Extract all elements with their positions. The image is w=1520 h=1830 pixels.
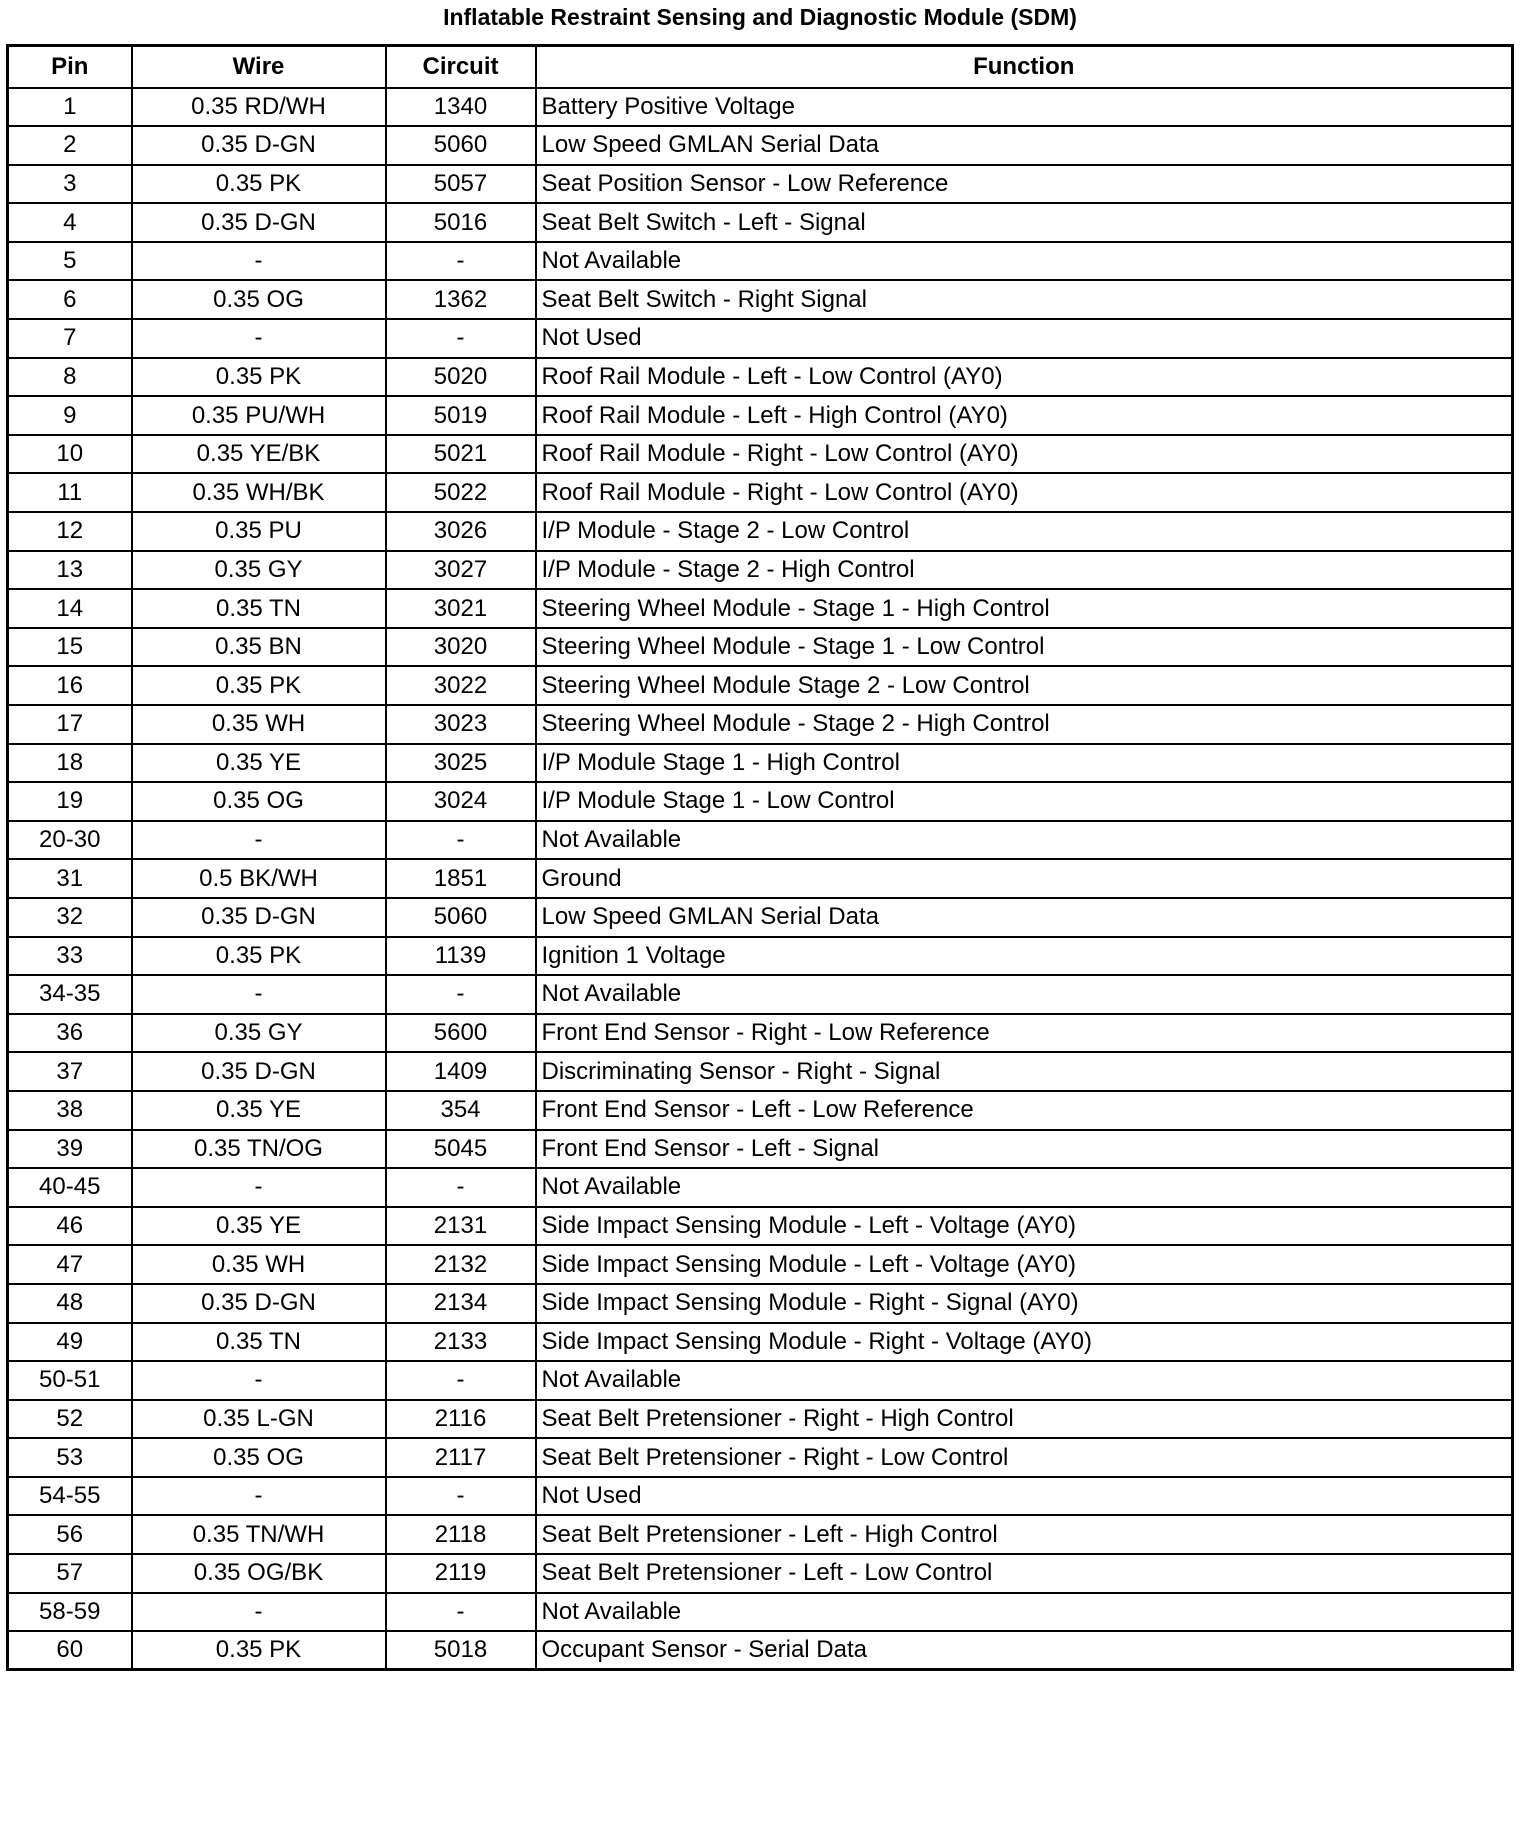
- table-row: [8, 165, 1513, 204]
- function-cell: Not Used: [536, 319, 1513, 358]
- wire-cell: 0.35 YE: [132, 744, 386, 783]
- circuit-cell: 2131: [386, 1207, 536, 1246]
- table-row: [8, 1477, 1513, 1516]
- pin-cell: 16: [8, 666, 132, 705]
- pin-cell: 8: [8, 358, 132, 397]
- table-row: [8, 1554, 1513, 1593]
- circuit-cell: 1851: [386, 859, 536, 898]
- pin-cell: 1: [8, 88, 132, 127]
- pin-cell: 12: [8, 512, 132, 551]
- pin-cell: 2: [8, 126, 132, 165]
- wire-cell: -: [132, 1593, 386, 1632]
- table-row: [8, 1245, 1513, 1284]
- pin-cell: 31: [8, 859, 132, 898]
- circuit-cell: 2133: [386, 1323, 536, 1362]
- table-row: [8, 358, 1513, 397]
- pin-cell: 48: [8, 1284, 132, 1323]
- wire-cell: 0.35 PK: [132, 937, 386, 976]
- pinout-table: [6, 44, 1514, 1671]
- wire-cell: 0.35 PK: [132, 1631, 386, 1670]
- pin-cell: 13: [8, 551, 132, 590]
- pin-cell: 5: [8, 242, 132, 281]
- circuit-cell: 2118: [386, 1515, 536, 1554]
- circuit-cell: 1362: [386, 280, 536, 319]
- header-row: [8, 46, 1513, 88]
- circuit-cell: 5060: [386, 898, 536, 937]
- circuit-cell: 5021: [386, 435, 536, 474]
- function-cell: Ground: [536, 859, 1513, 898]
- circuit-cell: 3022: [386, 666, 536, 705]
- table-row: [8, 551, 1513, 590]
- circuit-cell: 3020: [386, 628, 536, 667]
- function-cell: Not Available: [536, 1361, 1513, 1400]
- function-cell: Seat Belt Pretensioner - Left - High Control: [536, 1515, 1513, 1554]
- function-cell: Low Speed GMLAN Serial Data: [536, 898, 1513, 937]
- circuit-cell: 1139: [386, 937, 536, 976]
- pin-cell: 7: [8, 319, 132, 358]
- function-cell: Side Impact Sensing Module - Left - Voltage (AY0): [536, 1207, 1513, 1246]
- circuit-cell: 2116: [386, 1400, 536, 1439]
- pin-cell: 56: [8, 1515, 132, 1554]
- wire-cell: -: [132, 821, 386, 860]
- table-row: [8, 937, 1513, 976]
- circuit-cell: 354: [386, 1091, 536, 1130]
- pin-cell: 38: [8, 1091, 132, 1130]
- table-row: [8, 242, 1513, 281]
- table-row: [8, 319, 1513, 358]
- table-row: [8, 203, 1513, 242]
- circuit-cell: 2117: [386, 1438, 536, 1477]
- table-row: [8, 280, 1513, 319]
- function-cell: Steering Wheel Module - Stage 1 - Low Control: [536, 628, 1513, 667]
- pin-cell: 49: [8, 1323, 132, 1362]
- pin-cell: 9: [8, 396, 132, 435]
- circuit-cell: 5600: [386, 1014, 536, 1053]
- function-cell: Occupant Sensor - Serial Data: [536, 1631, 1513, 1670]
- table-row: [8, 1438, 1513, 1477]
- circuit-cell: 5045: [386, 1130, 536, 1169]
- function-cell: Roof Rail Module - Left - High Control (AY0): [536, 396, 1513, 435]
- function-cell: Side Impact Sensing Module - Right - Voltage (AY0): [536, 1323, 1513, 1362]
- pin-cell: 11: [8, 473, 132, 512]
- pin-cell: 3: [8, 165, 132, 204]
- pin-cell: 36: [8, 1014, 132, 1053]
- circuit-cell: 3024: [386, 782, 536, 821]
- wire-cell: -: [132, 1361, 386, 1400]
- wire-cell: -: [132, 1168, 386, 1207]
- wire-cell: 0.35 GY: [132, 1014, 386, 1053]
- wire-cell: 0.35 YE: [132, 1207, 386, 1246]
- header-function: Function: [536, 46, 1513, 88]
- circuit-cell: -: [386, 1361, 536, 1400]
- function-cell: Discriminating Sensor - Right - Signal: [536, 1052, 1513, 1091]
- table-body: [8, 88, 1513, 1670]
- circuit-cell: -: [386, 1593, 536, 1632]
- table-row: [8, 1515, 1513, 1554]
- table-row: [8, 1323, 1513, 1362]
- circuit-cell: 5057: [386, 165, 536, 204]
- pin-cell: 40-45: [8, 1168, 132, 1207]
- function-cell: Steering Wheel Module - Stage 2 - High Control: [536, 705, 1513, 744]
- wire-cell: 0.35 WH/BK: [132, 473, 386, 512]
- wire-cell: 0.35 PK: [132, 165, 386, 204]
- table-row: [8, 628, 1513, 667]
- wire-cell: 0.35 TN/OG: [132, 1130, 386, 1169]
- function-cell: Not Available: [536, 821, 1513, 860]
- table-row: [8, 1052, 1513, 1091]
- circuit-cell: 1340: [386, 88, 536, 127]
- header-circuit: Circuit: [386, 46, 536, 88]
- circuit-cell: 3027: [386, 551, 536, 590]
- wire-cell: 0.35 TN: [132, 1323, 386, 1362]
- wire-cell: 0.35 BN: [132, 628, 386, 667]
- wire-cell: 0.35 WH: [132, 1245, 386, 1284]
- function-cell: I/P Module Stage 1 - Low Control: [536, 782, 1513, 821]
- table-row: [8, 1400, 1513, 1439]
- pin-cell: 10: [8, 435, 132, 474]
- wire-cell: 0.35 TN/WH: [132, 1515, 386, 1554]
- function-cell: Side Impact Sensing Module - Left - Voltage (AY0): [536, 1245, 1513, 1284]
- circuit-cell: 3025: [386, 744, 536, 783]
- pin-cell: 4: [8, 203, 132, 242]
- header-pin: Pin: [8, 46, 132, 88]
- function-cell: I/P Module Stage 1 - High Control: [536, 744, 1513, 783]
- table-row: [8, 744, 1513, 783]
- table-row: [8, 975, 1513, 1014]
- table-row: [8, 435, 1513, 474]
- wire-cell: 0.35 PK: [132, 666, 386, 705]
- function-cell: I/P Module - Stage 2 - High Control: [536, 551, 1513, 590]
- function-cell: Seat Belt Pretensioner - Right - Low Control: [536, 1438, 1513, 1477]
- pin-cell: 18: [8, 744, 132, 783]
- table-row: [8, 705, 1513, 744]
- wire-cell: 0.35 L-GN: [132, 1400, 386, 1439]
- pin-cell: 52: [8, 1400, 132, 1439]
- wire-cell: 0.35 RD/WH: [132, 88, 386, 127]
- table-row: [8, 898, 1513, 937]
- pin-cell: 57: [8, 1554, 132, 1593]
- table-row: [8, 589, 1513, 628]
- circuit-cell: 5022: [386, 473, 536, 512]
- circuit-cell: -: [386, 319, 536, 358]
- wire-cell: 0.35 D-GN: [132, 1284, 386, 1323]
- table-row: [8, 126, 1513, 165]
- function-cell: Seat Position Sensor - Low Reference: [536, 165, 1513, 204]
- pin-cell: 54-55: [8, 1477, 132, 1516]
- circuit-cell: 3021: [386, 589, 536, 628]
- wire-cell: 0.35 PU/WH: [132, 396, 386, 435]
- wire-cell: 0.35 D-GN: [132, 898, 386, 937]
- function-cell: Roof Rail Module - Left - Low Control (AY0): [536, 358, 1513, 397]
- pin-cell: 37: [8, 1052, 132, 1091]
- circuit-cell: 5018: [386, 1631, 536, 1670]
- table-row: [8, 1168, 1513, 1207]
- circuit-cell: -: [386, 1477, 536, 1516]
- circuit-cell: -: [386, 821, 536, 860]
- circuit-cell: 5016: [386, 203, 536, 242]
- table-row: [8, 1207, 1513, 1246]
- circuit-cell: 5020: [386, 358, 536, 397]
- pin-cell: 58-59: [8, 1593, 132, 1632]
- circuit-cell: 3026: [386, 512, 536, 551]
- function-cell: Roof Rail Module - Right - Low Control (AY0): [536, 473, 1513, 512]
- pin-cell: 47: [8, 1245, 132, 1284]
- circuit-cell: 2134: [386, 1284, 536, 1323]
- pin-cell: 20-30: [8, 821, 132, 860]
- function-cell: Seat Belt Pretensioner - Left - Low Control: [536, 1554, 1513, 1593]
- table-row: [8, 1631, 1513, 1670]
- circuit-cell: -: [386, 975, 536, 1014]
- table-row: [8, 1361, 1513, 1400]
- pin-cell: 6: [8, 280, 132, 319]
- pin-cell: 33: [8, 937, 132, 976]
- function-cell: Seat Belt Pretensioner - Right - High Control: [536, 1400, 1513, 1439]
- wire-cell: 0.35 OG: [132, 782, 386, 821]
- wire-cell: 0.35 D-GN: [132, 126, 386, 165]
- function-cell: Not Available: [536, 1593, 1513, 1632]
- table-row: [8, 88, 1513, 127]
- table-row: [8, 782, 1513, 821]
- table-row: [8, 666, 1513, 705]
- function-cell: Side Impact Sensing Module - Right - Signal (AY0): [536, 1284, 1513, 1323]
- function-cell: Front End Sensor - Left - Low Reference: [536, 1091, 1513, 1130]
- function-cell: Steering Wheel Module - Stage 1 - High Control: [536, 589, 1513, 628]
- wire-cell: 0.35 D-GN: [132, 1052, 386, 1091]
- wire-cell: -: [132, 319, 386, 358]
- circuit-cell: 2132: [386, 1245, 536, 1284]
- table-row: [8, 1014, 1513, 1053]
- pin-cell: 32: [8, 898, 132, 937]
- circuit-cell: 5060: [386, 126, 536, 165]
- circuit-cell: -: [386, 1168, 536, 1207]
- function-cell: Not Available: [536, 975, 1513, 1014]
- pin-cell: 19: [8, 782, 132, 821]
- wire-cell: 0.35 OG/BK: [132, 1554, 386, 1593]
- function-cell: Not Available: [536, 1168, 1513, 1207]
- pin-cell: 50-51: [8, 1361, 132, 1400]
- function-cell: I/P Module - Stage 2 - Low Control: [536, 512, 1513, 551]
- function-cell: Roof Rail Module - Right - Low Control (AY0): [536, 435, 1513, 474]
- function-cell: Seat Belt Switch - Left - Signal: [536, 203, 1513, 242]
- function-cell: Seat Belt Switch - Right Signal: [536, 280, 1513, 319]
- function-cell: Steering Wheel Module Stage 2 - Low Control: [536, 666, 1513, 705]
- wire-cell: 0.35 GY: [132, 551, 386, 590]
- function-cell: Battery Positive Voltage: [536, 88, 1513, 127]
- circuit-cell: 5019: [386, 396, 536, 435]
- table-row: [8, 473, 1513, 512]
- wire-cell: 0.5 BK/WH: [132, 859, 386, 898]
- function-cell: Not Available: [536, 242, 1513, 281]
- circuit-cell: 2119: [386, 1554, 536, 1593]
- table-row: [8, 512, 1513, 551]
- pin-cell: 15: [8, 628, 132, 667]
- table-row: [8, 396, 1513, 435]
- function-cell: Not Used: [536, 1477, 1513, 1516]
- pin-cell: 39: [8, 1130, 132, 1169]
- wire-cell: 0.35 YE: [132, 1091, 386, 1130]
- pin-cell: 17: [8, 705, 132, 744]
- table-row: [8, 821, 1513, 860]
- table-row: [8, 1130, 1513, 1169]
- wire-cell: 0.35 PK: [132, 358, 386, 397]
- wire-cell: 0.35 YE/BK: [132, 435, 386, 474]
- pin-cell: 60: [8, 1631, 132, 1670]
- wire-cell: 0.35 OG: [132, 280, 386, 319]
- wire-cell: 0.35 D-GN: [132, 203, 386, 242]
- circuit-cell: -: [386, 242, 536, 281]
- pin-cell: 46: [8, 1207, 132, 1246]
- table-row: [8, 1091, 1513, 1130]
- table-row: [8, 1593, 1513, 1632]
- table-row: [8, 859, 1513, 898]
- table-row: [8, 1284, 1513, 1323]
- wire-cell: 0.35 PU: [132, 512, 386, 551]
- document-title: Inflatable Restraint Sensing and Diagnostic Module (SDM): [443, 4, 1077, 30]
- pin-cell: 14: [8, 589, 132, 628]
- wire-cell: 0.35 WH: [132, 705, 386, 744]
- pin-cell: 53: [8, 1438, 132, 1477]
- wire-cell: -: [132, 1477, 386, 1516]
- wire-cell: 0.35 OG: [132, 1438, 386, 1477]
- wire-cell: 0.35 TN: [132, 589, 386, 628]
- wire-cell: -: [132, 242, 386, 281]
- function-cell: Front End Sensor - Left - Signal: [536, 1130, 1513, 1169]
- wire-cell: -: [132, 975, 386, 1014]
- circuit-cell: 3023: [386, 705, 536, 744]
- header-wire: Wire: [132, 46, 386, 88]
- function-cell: Ignition 1 Voltage: [536, 937, 1513, 976]
- function-cell: Front End Sensor - Right - Low Reference: [536, 1014, 1513, 1053]
- circuit-cell: 1409: [386, 1052, 536, 1091]
- function-cell: Low Speed GMLAN Serial Data: [536, 126, 1513, 165]
- pin-cell: 34-35: [8, 975, 132, 1014]
